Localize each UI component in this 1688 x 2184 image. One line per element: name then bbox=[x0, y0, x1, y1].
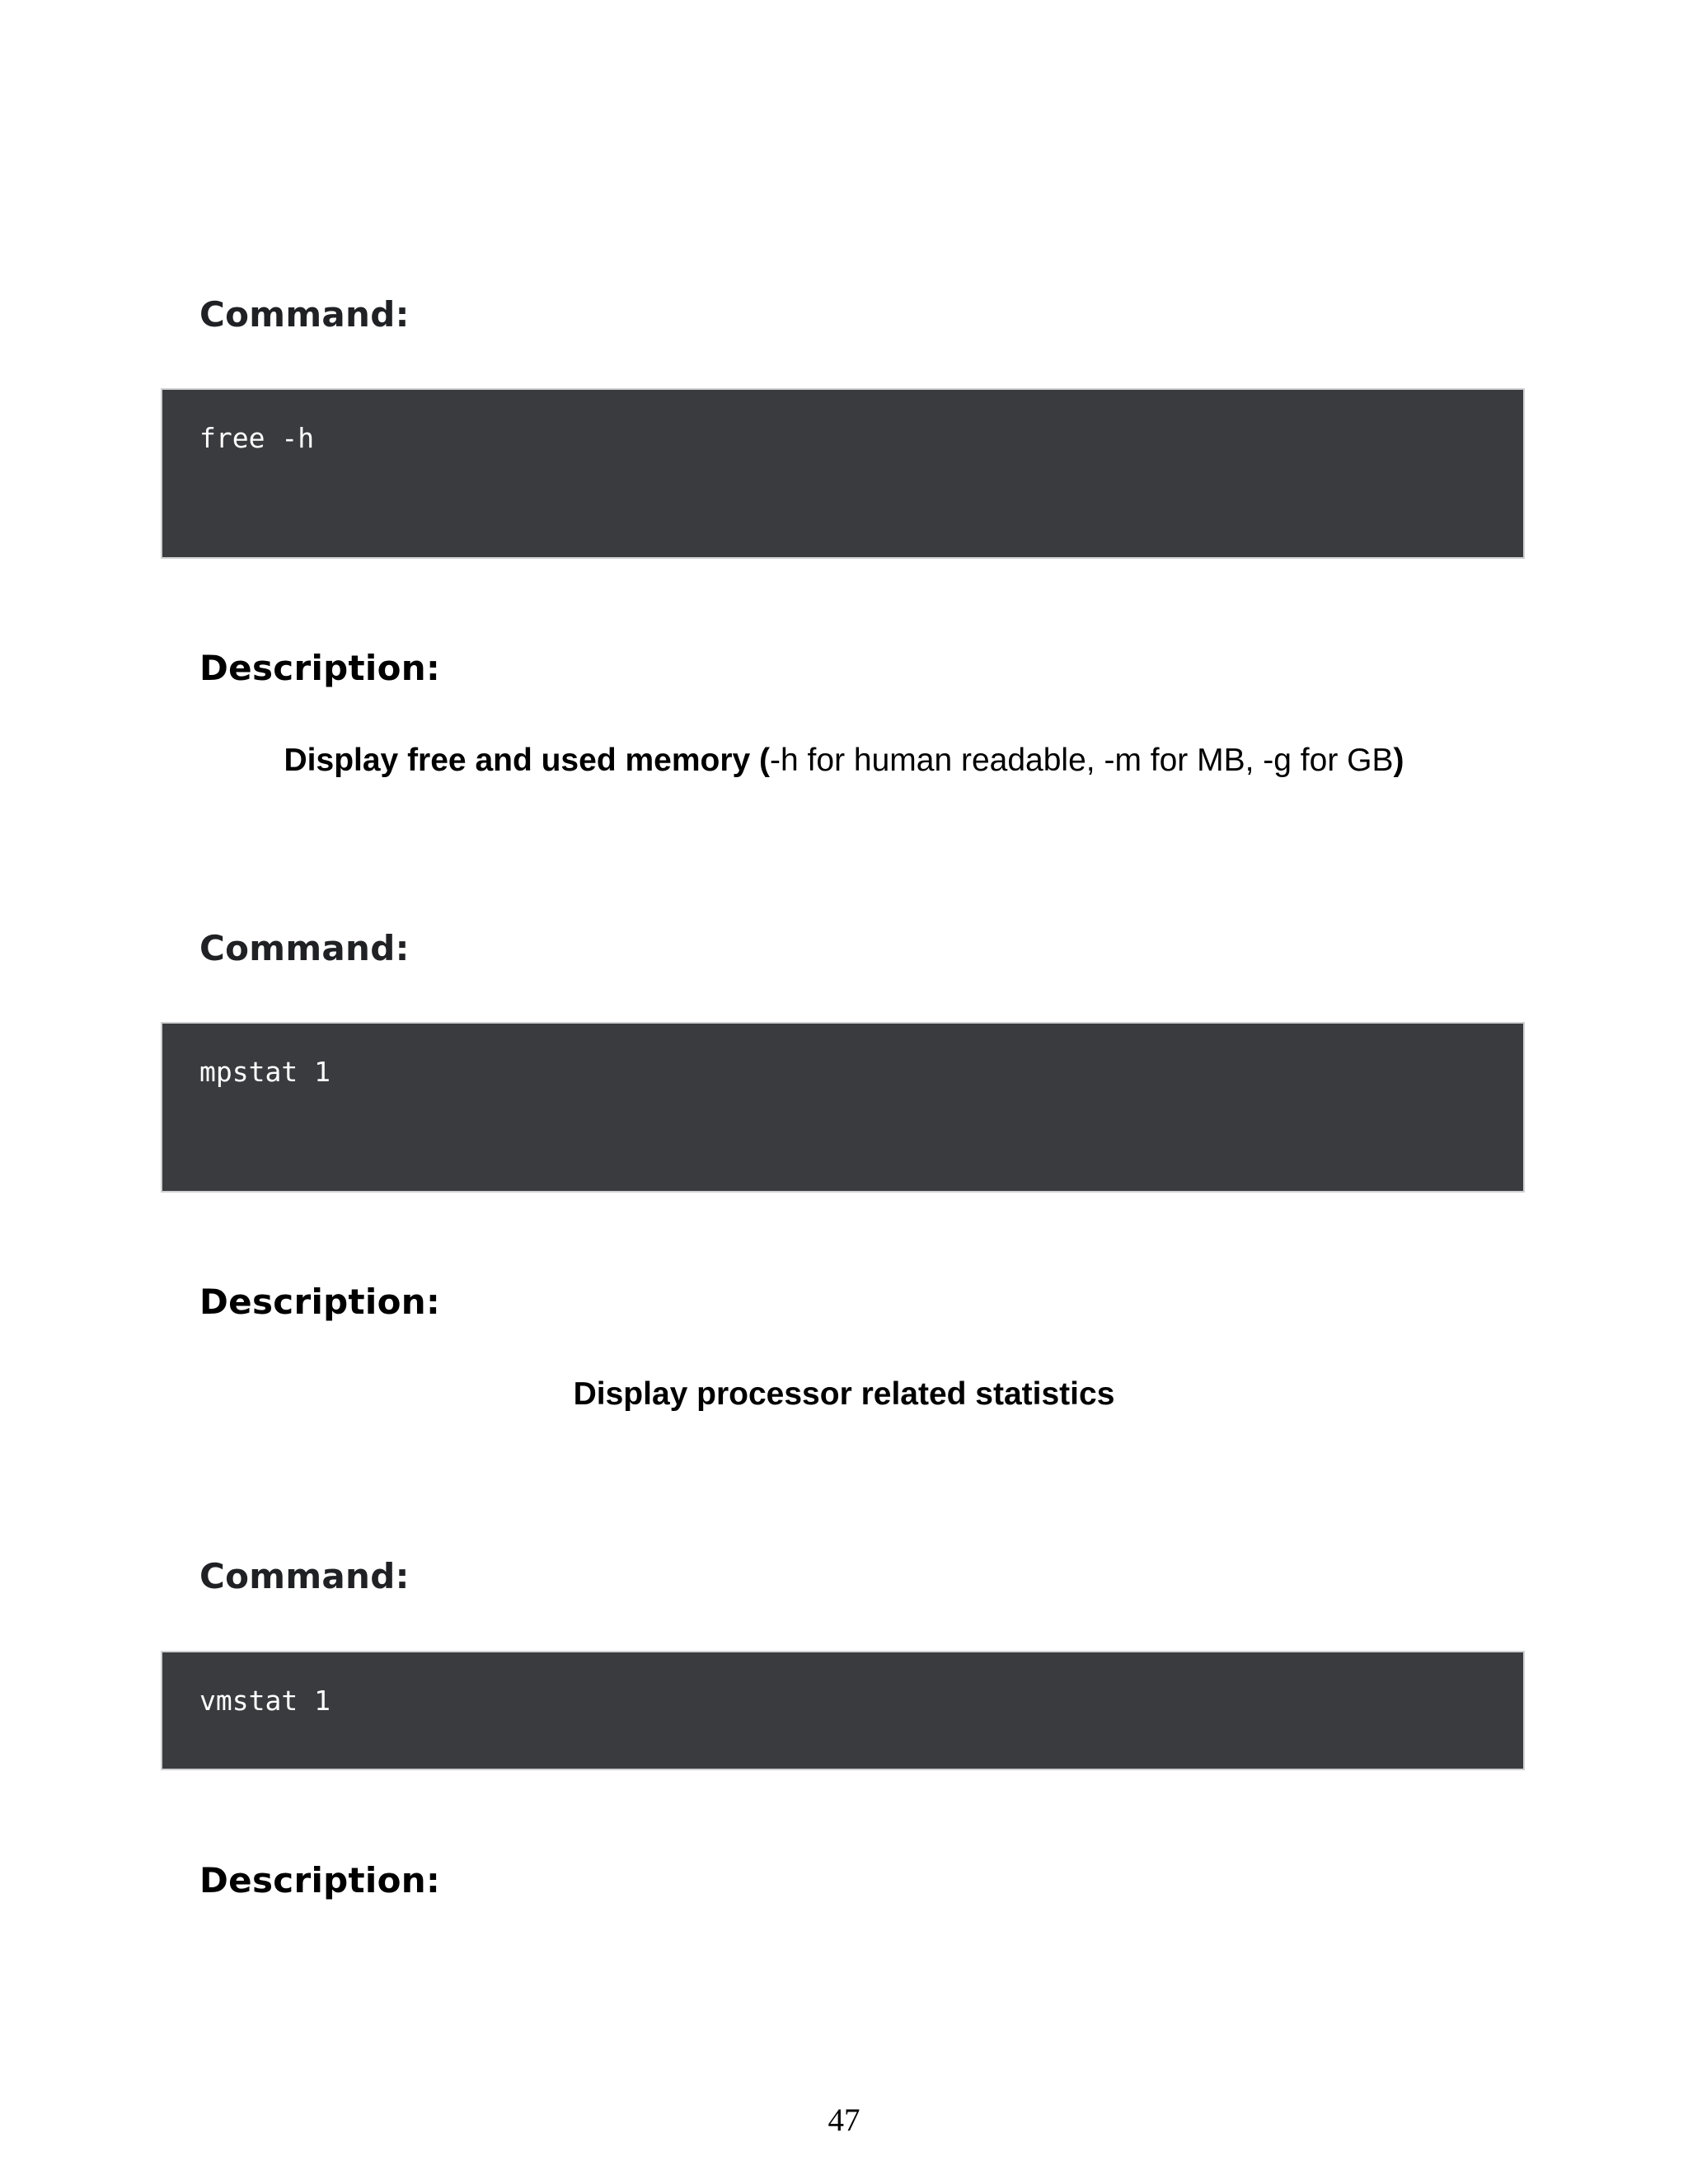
description-text bbox=[0, 1378, 1688, 1410]
command-heading: Command: bbox=[199, 928, 410, 968]
command-text: free -h bbox=[199, 422, 315, 454]
description-normal: -h for human readable, -m for MB, -g for GB bbox=[770, 743, 1394, 778]
command-heading: Command: bbox=[199, 1556, 410, 1596]
code-block[interactable] bbox=[161, 388, 1525, 559]
description-bold-end: ) bbox=[1393, 743, 1404, 778]
description-heading: Description: bbox=[199, 648, 441, 688]
description-heading: Description: bbox=[199, 1282, 441, 1322]
page-number: 47 bbox=[828, 2102, 860, 2138]
command-text: mpstat 1 bbox=[199, 1056, 331, 1088]
description-bold-start: Display processor related statistics bbox=[573, 1376, 1115, 1412]
command-heading: Command: bbox=[199, 294, 410, 335]
description-heading: Description: bbox=[199, 1860, 441, 1900]
command-text: vmstat 1 bbox=[199, 1685, 331, 1717]
code-block[interactable] bbox=[161, 1022, 1525, 1193]
code-block[interactable] bbox=[161, 1651, 1525, 1770]
description-text bbox=[0, 744, 1688, 776]
description-bold-start: Display free and used memory ( bbox=[284, 743, 771, 778]
